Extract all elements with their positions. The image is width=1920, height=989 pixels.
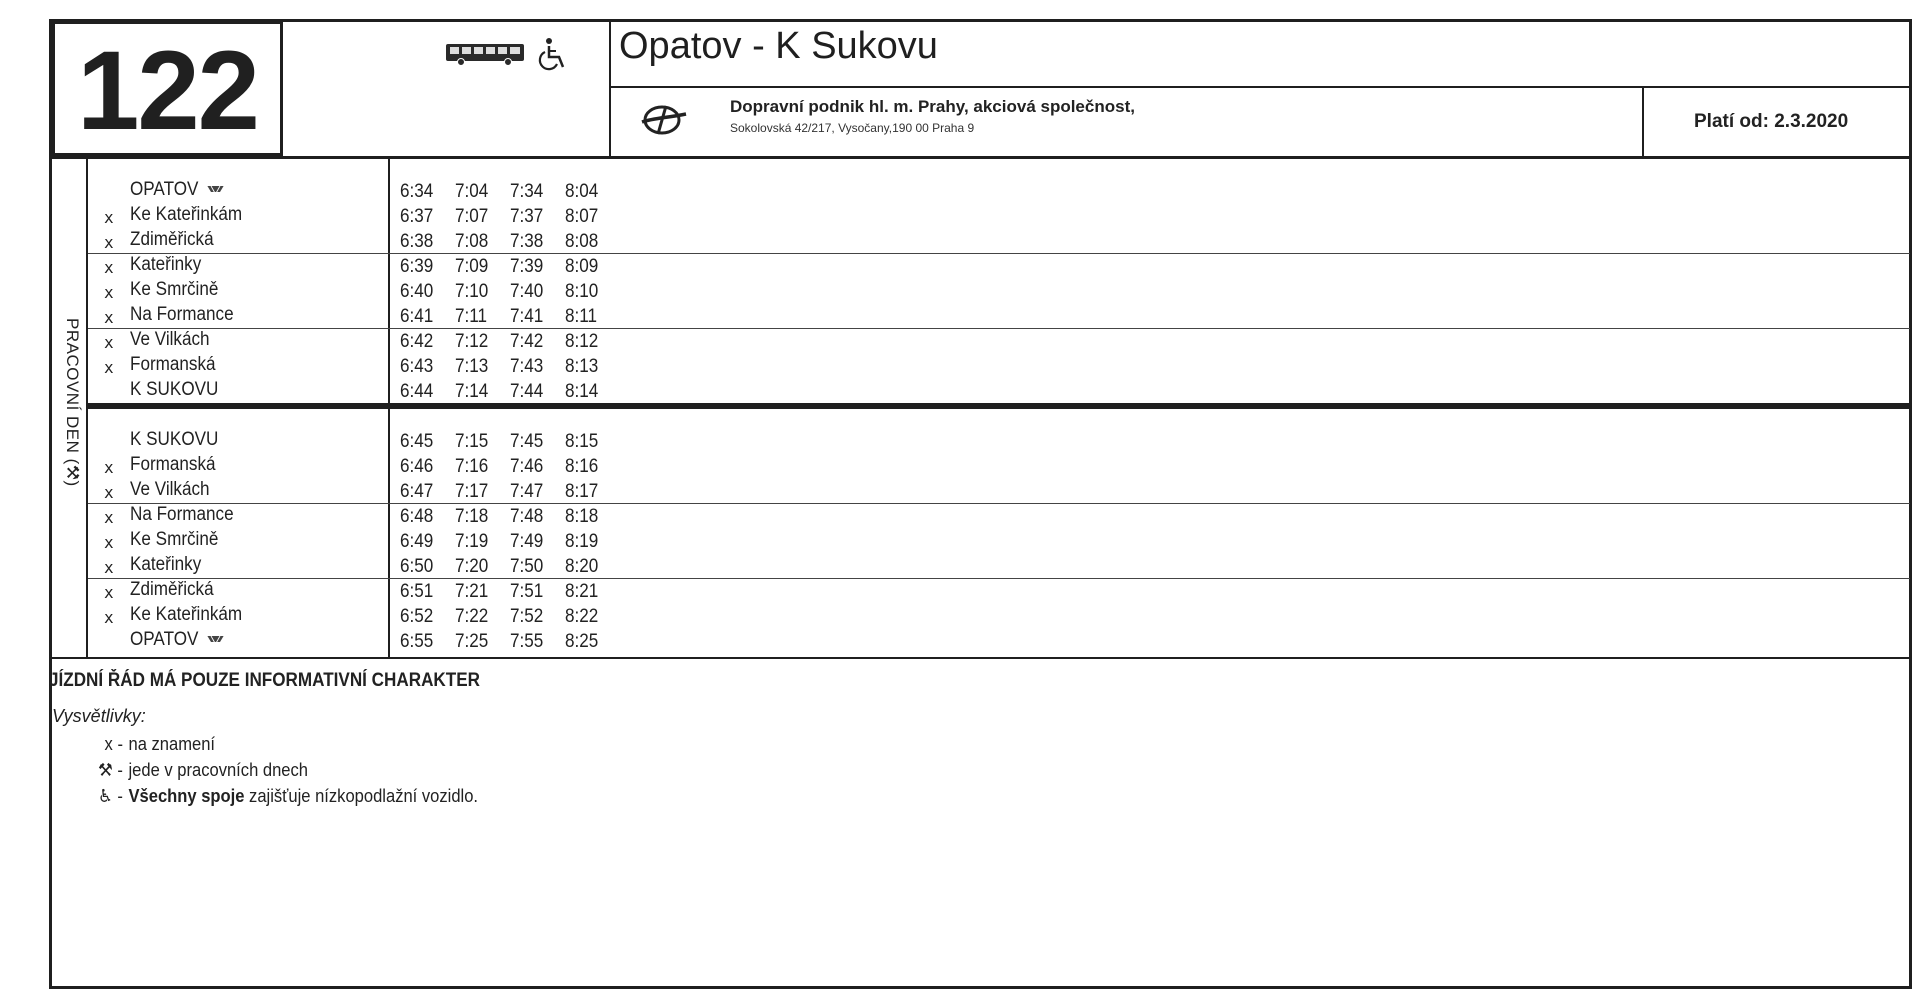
stop-name	[130, 279, 218, 301]
direction-separator	[88, 403, 1912, 409]
request-stop-mark: x	[104, 333, 114, 352]
departure-time: 7:10	[455, 281, 489, 302]
day-type-label: PRACOVNÍ DEN (⚒)	[63, 318, 82, 487]
departure-time: 8:22	[565, 606, 599, 627]
request-stop-mark: x	[104, 508, 114, 527]
request-stop-mark: x	[104, 533, 114, 552]
direction-1-table	[88, 179, 1910, 404]
stop-name	[130, 429, 218, 451]
departure-time: 6:48	[400, 506, 434, 527]
legend-item-request-stop	[88, 734, 215, 755]
departure-times	[400, 581, 620, 603]
stop-row	[88, 304, 1910, 329]
departure-times	[400, 481, 620, 503]
departure-time: 7:38	[510, 231, 544, 252]
departure-times	[400, 381, 620, 403]
departure-times	[400, 331, 620, 353]
departure-time: 8:17	[565, 481, 599, 502]
departure-time: 8:15	[565, 431, 599, 452]
departure-time: 8:08	[565, 231, 599, 252]
departure-times	[400, 356, 620, 378]
departure-time: 7:08	[455, 231, 489, 252]
request-stop-mark: x	[104, 233, 114, 252]
stop-name	[130, 379, 218, 401]
departure-time: 6:43	[400, 356, 434, 377]
departure-time: 8:04	[565, 181, 599, 202]
stop-name-text: Kateřinky	[130, 254, 202, 275]
legend-title: Vysvětlivky:	[52, 706, 146, 726]
departure-times	[400, 631, 620, 653]
departure-time: 8:10	[565, 281, 599, 302]
stop-name	[130, 554, 201, 576]
departure-time: 7:46	[510, 456, 544, 477]
request-stop-mark: x	[104, 308, 114, 327]
header-divider-2	[1642, 86, 1644, 157]
stop-name	[130, 504, 234, 526]
stop-name-text: Ke Kateřinkám	[130, 604, 243, 625]
stop-name	[130, 604, 242, 626]
departure-times	[400, 231, 620, 253]
stop-name-text: K SUKOVU	[130, 429, 219, 450]
legend-text: zajišťuje nízkopodlažní vozidlo.	[244, 786, 479, 806]
stop-name	[130, 179, 225, 201]
stop-name	[130, 354, 216, 376]
metro-icon	[206, 634, 226, 646]
departure-time: 7:15	[455, 431, 489, 452]
departure-time: 7:04	[455, 181, 489, 202]
departure-time: 7:41	[510, 306, 544, 327]
request-stop-mark: x	[104, 583, 114, 602]
metro-icon	[206, 184, 226, 196]
departure-time: 8:18	[565, 506, 599, 527]
route-title: Opatov - K Sukovu	[619, 25, 938, 67]
departure-time: 8:09	[565, 256, 599, 277]
stop-row	[88, 504, 1910, 529]
departure-time: 6:51	[400, 581, 434, 602]
stop-name-text: Ve Vilkách	[130, 479, 210, 500]
legend-symbol: ⚒ -	[97, 760, 123, 780]
departure-time: 8:16	[565, 456, 599, 477]
departure-time: 7:40	[510, 281, 544, 302]
departure-times	[400, 306, 620, 328]
stop-row	[88, 554, 1910, 579]
informative-notice: JÍZDNÍ ŘÁD MÁ POUZE INFORMATIVNÍ CHARAKTER	[49, 670, 480, 691]
stop-name	[130, 304, 234, 326]
departure-time: 8:13	[565, 356, 599, 377]
departure-time: 6:50	[400, 556, 434, 577]
departure-time: 6:40	[400, 281, 434, 302]
departure-time: 7:51	[510, 581, 544, 602]
header-divider-1	[609, 19, 611, 157]
bus-icon	[445, 41, 525, 67]
departure-times	[400, 256, 620, 278]
departure-times	[400, 506, 620, 528]
departure-time: 7:16	[455, 456, 489, 477]
header-bottom-line	[49, 156, 1912, 159]
departure-time: 7:48	[510, 506, 544, 527]
departure-time: 7:11	[455, 306, 488, 327]
stop-name-text: Zdiměřická	[130, 579, 214, 600]
stop-name	[130, 204, 242, 226]
departure-time: 7:22	[455, 606, 489, 627]
stop-name-text: K SUKOVU	[130, 379, 219, 400]
departure-time: 8:11	[565, 306, 598, 327]
stop-row	[88, 329, 1910, 354]
departure-time: 6:34	[400, 181, 434, 202]
departure-time: 6:49	[400, 531, 434, 552]
stop-name-text: Kateřinky	[130, 554, 202, 575]
stop-name-text: Ke Kateřinkám	[130, 204, 243, 225]
stop-row	[88, 354, 1910, 379]
legend-item-workdays	[88, 760, 308, 781]
valid-from: Platí od: 2.3.2020	[1694, 111, 1849, 132]
stop-name-text: Ke Smrčině	[130, 279, 219, 300]
departure-times	[400, 431, 620, 453]
departure-time: 7:34	[510, 181, 544, 202]
request-stop-mark: x	[104, 258, 114, 277]
stop-row	[88, 529, 1910, 554]
departure-times	[400, 606, 620, 628]
departure-time: 6:38	[400, 231, 434, 252]
departure-time: 8:20	[565, 556, 599, 577]
request-stop-mark: x	[104, 608, 114, 627]
stop-name	[130, 229, 214, 251]
departure-time: 7:43	[510, 356, 544, 377]
stop-row	[88, 229, 1910, 254]
departure-time: 6:45	[400, 431, 434, 452]
stop-row	[88, 179, 1910, 204]
request-stop-mark: x	[104, 483, 114, 502]
request-stop-mark: x	[104, 458, 114, 477]
legend-symbol: x -	[104, 734, 123, 754]
stop-row	[88, 579, 1910, 604]
stop-name	[130, 579, 214, 601]
departure-time: 6:55	[400, 631, 434, 652]
departure-times	[400, 456, 620, 478]
stop-name	[130, 254, 201, 276]
table-bottom-line	[49, 657, 1912, 659]
departure-time: 7:25	[455, 631, 489, 652]
company-address: Sokolovská 42/217, Vysočany,190 00 Praha 9	[730, 121, 975, 135]
departure-times	[400, 531, 620, 553]
departure-time: 7:55	[510, 631, 544, 652]
departure-time: 7:12	[455, 331, 489, 352]
stop-row	[88, 479, 1910, 504]
departure-time: 7:39	[510, 256, 544, 277]
departure-time: 7:13	[455, 356, 489, 377]
departure-time: 7:20	[455, 556, 489, 577]
stop-row	[88, 429, 1910, 454]
route-number-box	[52, 21, 283, 156]
stop-name-text: Formanská	[130, 454, 216, 475]
departure-time: 8:07	[565, 206, 599, 227]
departure-time: 8:25	[565, 631, 599, 652]
departure-time: 7:47	[510, 481, 544, 502]
dpp-logo-icon	[636, 100, 692, 140]
departure-times	[400, 206, 620, 228]
stop-name	[130, 629, 225, 651]
title-underline	[609, 86, 1912, 88]
stop-name	[130, 454, 216, 476]
departure-time: 6:52	[400, 606, 434, 627]
stop-row	[88, 254, 1910, 279]
stop-name-text: OPATOV	[130, 629, 199, 650]
departure-time: 6:37	[400, 206, 434, 227]
departure-time: 7:09	[455, 256, 489, 277]
legend-symbol: ♿ -	[97, 786, 123, 806]
departure-time: 6:42	[400, 331, 434, 352]
header-icons	[445, 36, 567, 72]
departure-time: 8:12	[565, 331, 599, 352]
stop-row	[88, 279, 1910, 304]
departure-time: 6:39	[400, 256, 434, 277]
direction-2-table	[88, 429, 1910, 654]
departure-time: 7:49	[510, 531, 544, 552]
wheelchair-icon	[537, 37, 567, 71]
stop-row	[88, 604, 1910, 629]
departure-time: 6:46	[400, 456, 434, 477]
stop-name	[130, 479, 210, 501]
stop-row	[88, 379, 1910, 404]
stop-name-text: Ke Smrčině	[130, 529, 219, 550]
departure-time: 7:45	[510, 431, 544, 452]
stop-name	[130, 329, 210, 351]
departure-times	[400, 556, 620, 578]
departure-time: 7:42	[510, 331, 544, 352]
stop-name-text: OPATOV	[130, 179, 199, 200]
stop-name-text: Zdiměřická	[130, 229, 214, 250]
route-number: 122	[77, 27, 258, 153]
request-stop-mark: x	[104, 558, 114, 577]
stop-name-text: Na Formance	[130, 504, 234, 525]
legend-item-low-floor	[88, 786, 478, 807]
departure-time: 7:19	[455, 531, 489, 552]
departure-times	[400, 181, 620, 203]
departure-time: 7:18	[455, 506, 489, 527]
stop-row	[88, 454, 1910, 479]
departure-time: 7:21	[455, 581, 489, 602]
departure-time: 7:07	[455, 206, 489, 227]
departure-time: 6:47	[400, 481, 434, 502]
request-stop-mark: x	[104, 283, 114, 302]
stop-row	[88, 204, 1910, 229]
departure-time: 7:14	[455, 381, 489, 402]
company-name: Dopravní podnik hl. m. Prahy, akciová společnost,	[730, 97, 1135, 116]
departure-time: 7:52	[510, 606, 544, 627]
departure-time: 8:14	[565, 381, 599, 402]
departure-time: 7:50	[510, 556, 544, 577]
departure-time: 6:41	[400, 306, 434, 327]
departure-time: 6:44	[400, 381, 434, 402]
stop-name	[130, 529, 218, 551]
stop-name-text: Ve Vilkách	[130, 329, 210, 350]
legend-bold: Všechny spoje	[128, 786, 245, 806]
departure-times	[400, 281, 620, 303]
stop-row	[88, 629, 1910, 654]
stop-name-text: Na Formance	[130, 304, 234, 325]
legend-text: na znamení	[128, 734, 216, 754]
legend-text: jede v pracovních dnech	[128, 760, 309, 780]
departure-time: 7:37	[510, 206, 544, 227]
departure-time: 8:19	[565, 531, 599, 552]
departure-time: 8:21	[565, 581, 599, 602]
stop-name-text: Formanská	[130, 354, 216, 375]
departure-time: 7:17	[455, 481, 489, 502]
request-stop-mark: x	[104, 208, 114, 227]
departure-time: 7:44	[510, 381, 544, 402]
request-stop-mark: x	[104, 358, 114, 377]
